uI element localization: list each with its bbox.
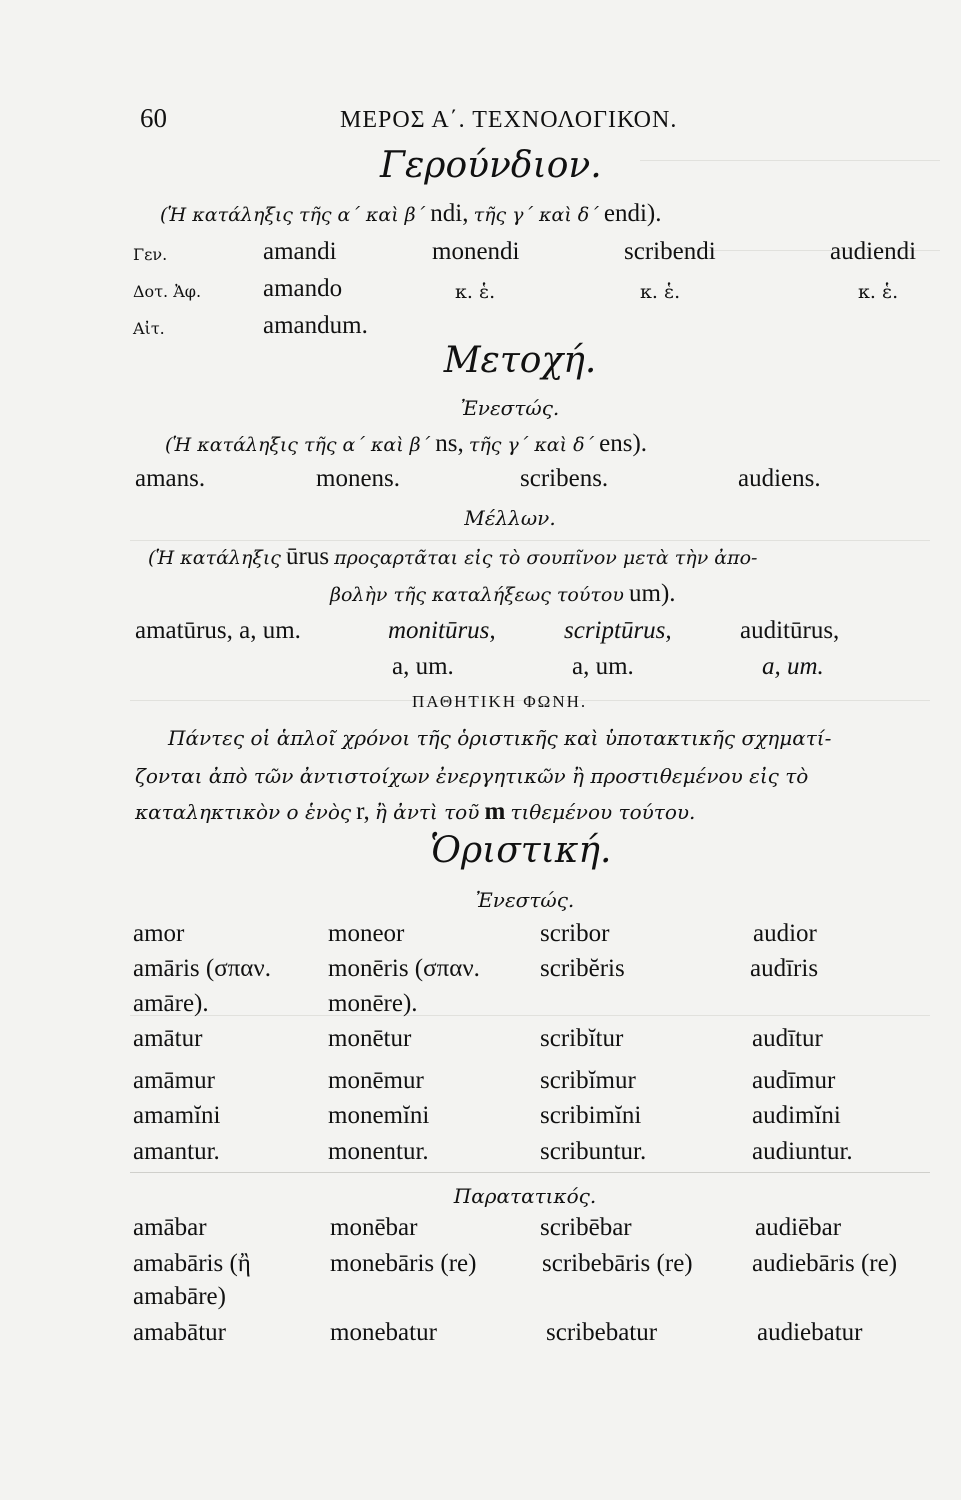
participle-future-3: scriptūrus,	[564, 617, 672, 644]
ind-pres-r4-c3: audīmur	[752, 1067, 836, 1094]
ind-pres-r1-c0: amāris (σπαν.	[133, 955, 271, 982]
participle-future-label: Μέλλων.	[464, 506, 556, 530]
gerund-dat-1: amando	[263, 275, 343, 302]
ind-pres-r4-c2: scribĭmur	[540, 1067, 636, 1094]
ind-pres-r2-c0: amāre).	[133, 990, 209, 1017]
participle-future-1: amatūrus, a, um.	[135, 617, 301, 644]
ind-pres-r0-c1: moneor	[328, 920, 405, 947]
future-note-1a: (Ἡ κατάληξις	[148, 547, 281, 569]
ind-pres-r0-c2: scribor	[540, 920, 610, 947]
passive-para-3a: καταληκτικὸν ο ἑνὸς	[135, 800, 352, 824]
ind-pres-r0-c3: audior	[753, 920, 817, 947]
participle-note	[165, 430, 647, 458]
ind-pres-r4-c0: amāmur	[133, 1067, 215, 1094]
future-note-2b: um).	[629, 580, 676, 607]
participle-note-prefix: (Ἡ κατάληξις τῆς α΄ καὶ β΄	[165, 434, 431, 456]
participle-present-label: Ἐνεστώς.	[460, 396, 560, 420]
running-title: ΜΕΡΟΣ Α΄. ΤΕΧΝΟΛΟΓΙΚΟΝ.	[340, 107, 678, 133]
passive-para-1: Πάντες οἱ ἁπλοῖ χρόνοι τῆς ὁριστικῆς καὶ ὑποτακτικῆς σχηματί-	[168, 726, 832, 750]
gerund-note-endi: endi).	[603, 200, 662, 227]
future-note-1b: ūrus	[286, 543, 330, 570]
participle-future-ending-3: a, um.	[762, 653, 824, 680]
gerund-gen-1: amandi	[263, 238, 337, 265]
participle-note-ens: ens).	[599, 430, 648, 457]
gerund-dat-2: κ. ἑ.	[455, 281, 496, 303]
ind-impf-r0-c1: monēbar	[330, 1214, 418, 1241]
participle-present-2: monens.	[316, 465, 401, 492]
ind-impf-r1-c2: scribebāris (re)	[542, 1250, 693, 1277]
passive-para-3d: m	[484, 798, 506, 825]
ind-pres-r3-c0: amātur	[133, 1025, 203, 1052]
ind-pres-r6-c1: monentur.	[328, 1138, 429, 1165]
indicative-imperfect-label: Παρατατικός.	[453, 1184, 597, 1208]
ind-pres-r5-c0: amamĭni	[133, 1102, 221, 1129]
participle-present-1: amans.	[135, 465, 206, 492]
ind-impf-r3-c3: audiebatur	[757, 1319, 863, 1346]
ind-pres-r1-c2: scribĕris	[540, 955, 625, 982]
indicative-title: Ὁριστική.	[430, 830, 612, 871]
participle-present-4: audiens.	[738, 465, 821, 492]
future-note-1c: προςαρτᾶται εἰς τὸ σουπῖνον μετὰ τὴν ἀπο-	[334, 547, 758, 569]
passive-para-3e: τιθεμένου τούτου.	[510, 800, 696, 824]
ind-impf-r3-c1: monebatur	[330, 1319, 437, 1346]
gerund-dat-3: κ. ἑ.	[640, 281, 681, 303]
gerund-case-acc: Αἰτ.	[133, 319, 165, 338]
future-note-2a: βολὴν τῆς καταλήξεως τούτου	[330, 584, 624, 606]
ind-pres-r3-c2: scribĭtur	[540, 1025, 624, 1052]
ind-pres-r1-c1: monēris (σπαν.	[328, 955, 480, 982]
ind-pres-r4-c1: monēmur	[328, 1067, 424, 1094]
indicative-present-label: Ἐνεστώς.	[475, 888, 575, 912]
ind-pres-r1-c3: audīris	[750, 955, 819, 982]
page-number: 60	[140, 103, 167, 133]
passive-para-3	[135, 798, 695, 826]
participle-future-4: auditūrus,	[740, 617, 840, 644]
participle-note-ns: ns,	[435, 430, 464, 457]
participle-future-ending-1: a, um.	[392, 653, 454, 680]
ind-pres-r5-c2: scribimĭni	[540, 1102, 642, 1129]
participle-title: Μετοχή.	[443, 340, 597, 381]
passive-para-2: ζονται ἀπὸ τῶν ἀντιστοίχων ἐνεργητικῶν ἢ προστιθεμένου εἰς τὸ	[135, 764, 809, 788]
participle-future-note-line1	[148, 543, 757, 571]
ind-impf-r3-c0: amabātur	[133, 1319, 227, 1346]
passive-title: ΠΑΘΗΤΙΚΗ ΦΩΝΗ.	[412, 692, 588, 711]
gerund-note	[160, 200, 661, 228]
participle-future-2: monitūrus,	[388, 617, 496, 644]
gerund-case-gen: Γεν.	[133, 245, 168, 264]
ind-pres-r6-c3: audiuntur.	[752, 1138, 853, 1165]
participle-present-3: scribens.	[520, 465, 609, 492]
ind-pres-r3-c3: audītur	[752, 1025, 823, 1052]
participle-future-ending-2: a, um.	[572, 653, 634, 680]
gerund-note-ndi: ndi,	[430, 200, 469, 227]
gerund-gen-4: audiendi	[830, 238, 917, 265]
ind-pres-r3-c1: monētur	[328, 1025, 412, 1052]
ind-impf-r1-c0: amabāris (ἢ	[133, 1250, 251, 1277]
participle-note-mid: τῆς γ΄ καὶ δ΄	[468, 434, 595, 456]
bleed-rule	[130, 1172, 930, 1173]
gerund-acc-1: amandum.	[263, 312, 368, 339]
ind-pres-r6-c0: amantur.	[133, 1138, 220, 1165]
ind-pres-r2-c1: monēre).	[328, 990, 418, 1017]
ind-pres-r5-c3: audimĭni	[752, 1102, 841, 1129]
gerund-gen-2: monendi	[432, 238, 520, 265]
passive-para-3c: ἢ ἀντὶ τοῦ	[374, 800, 480, 824]
passive-para-3b: r,	[356, 798, 370, 825]
ind-pres-r0-c0: amor	[133, 920, 185, 947]
participle-future-note-line2	[330, 580, 676, 608]
ind-impf-r0-c2: scribēbar	[540, 1214, 632, 1241]
gerund-gen-3: scribendi	[624, 238, 716, 265]
ind-impf-r1-c1: monebāris (re)	[330, 1250, 477, 1277]
ind-pres-r5-c1: monemĭni	[328, 1102, 430, 1129]
gerund-title: Γερούνδιον.	[380, 145, 602, 186]
ind-impf-r3-c2: scribebatur	[546, 1319, 658, 1346]
gerund-case-dat: Δοτ. Ἀφ.	[133, 282, 202, 301]
gerund-note-prefix: (Ἡ κατάληξις τῆς α΄ καὶ β΄	[160, 204, 426, 226]
gerund-dat-4: κ. ἑ.	[858, 281, 899, 303]
ind-pres-r6-c2: scribuntur.	[540, 1138, 647, 1165]
ind-impf-r1-c3: audiebāris (re)	[752, 1250, 898, 1277]
ind-impf-r0-c0: amābar	[133, 1214, 207, 1241]
ind-impf-r0-c3: audiēbar	[755, 1214, 842, 1241]
ind-impf-r2-c0: amabāre)	[133, 1283, 226, 1310]
gerund-note-mid: τῆς γ΄ καὶ δ΄	[473, 204, 599, 226]
